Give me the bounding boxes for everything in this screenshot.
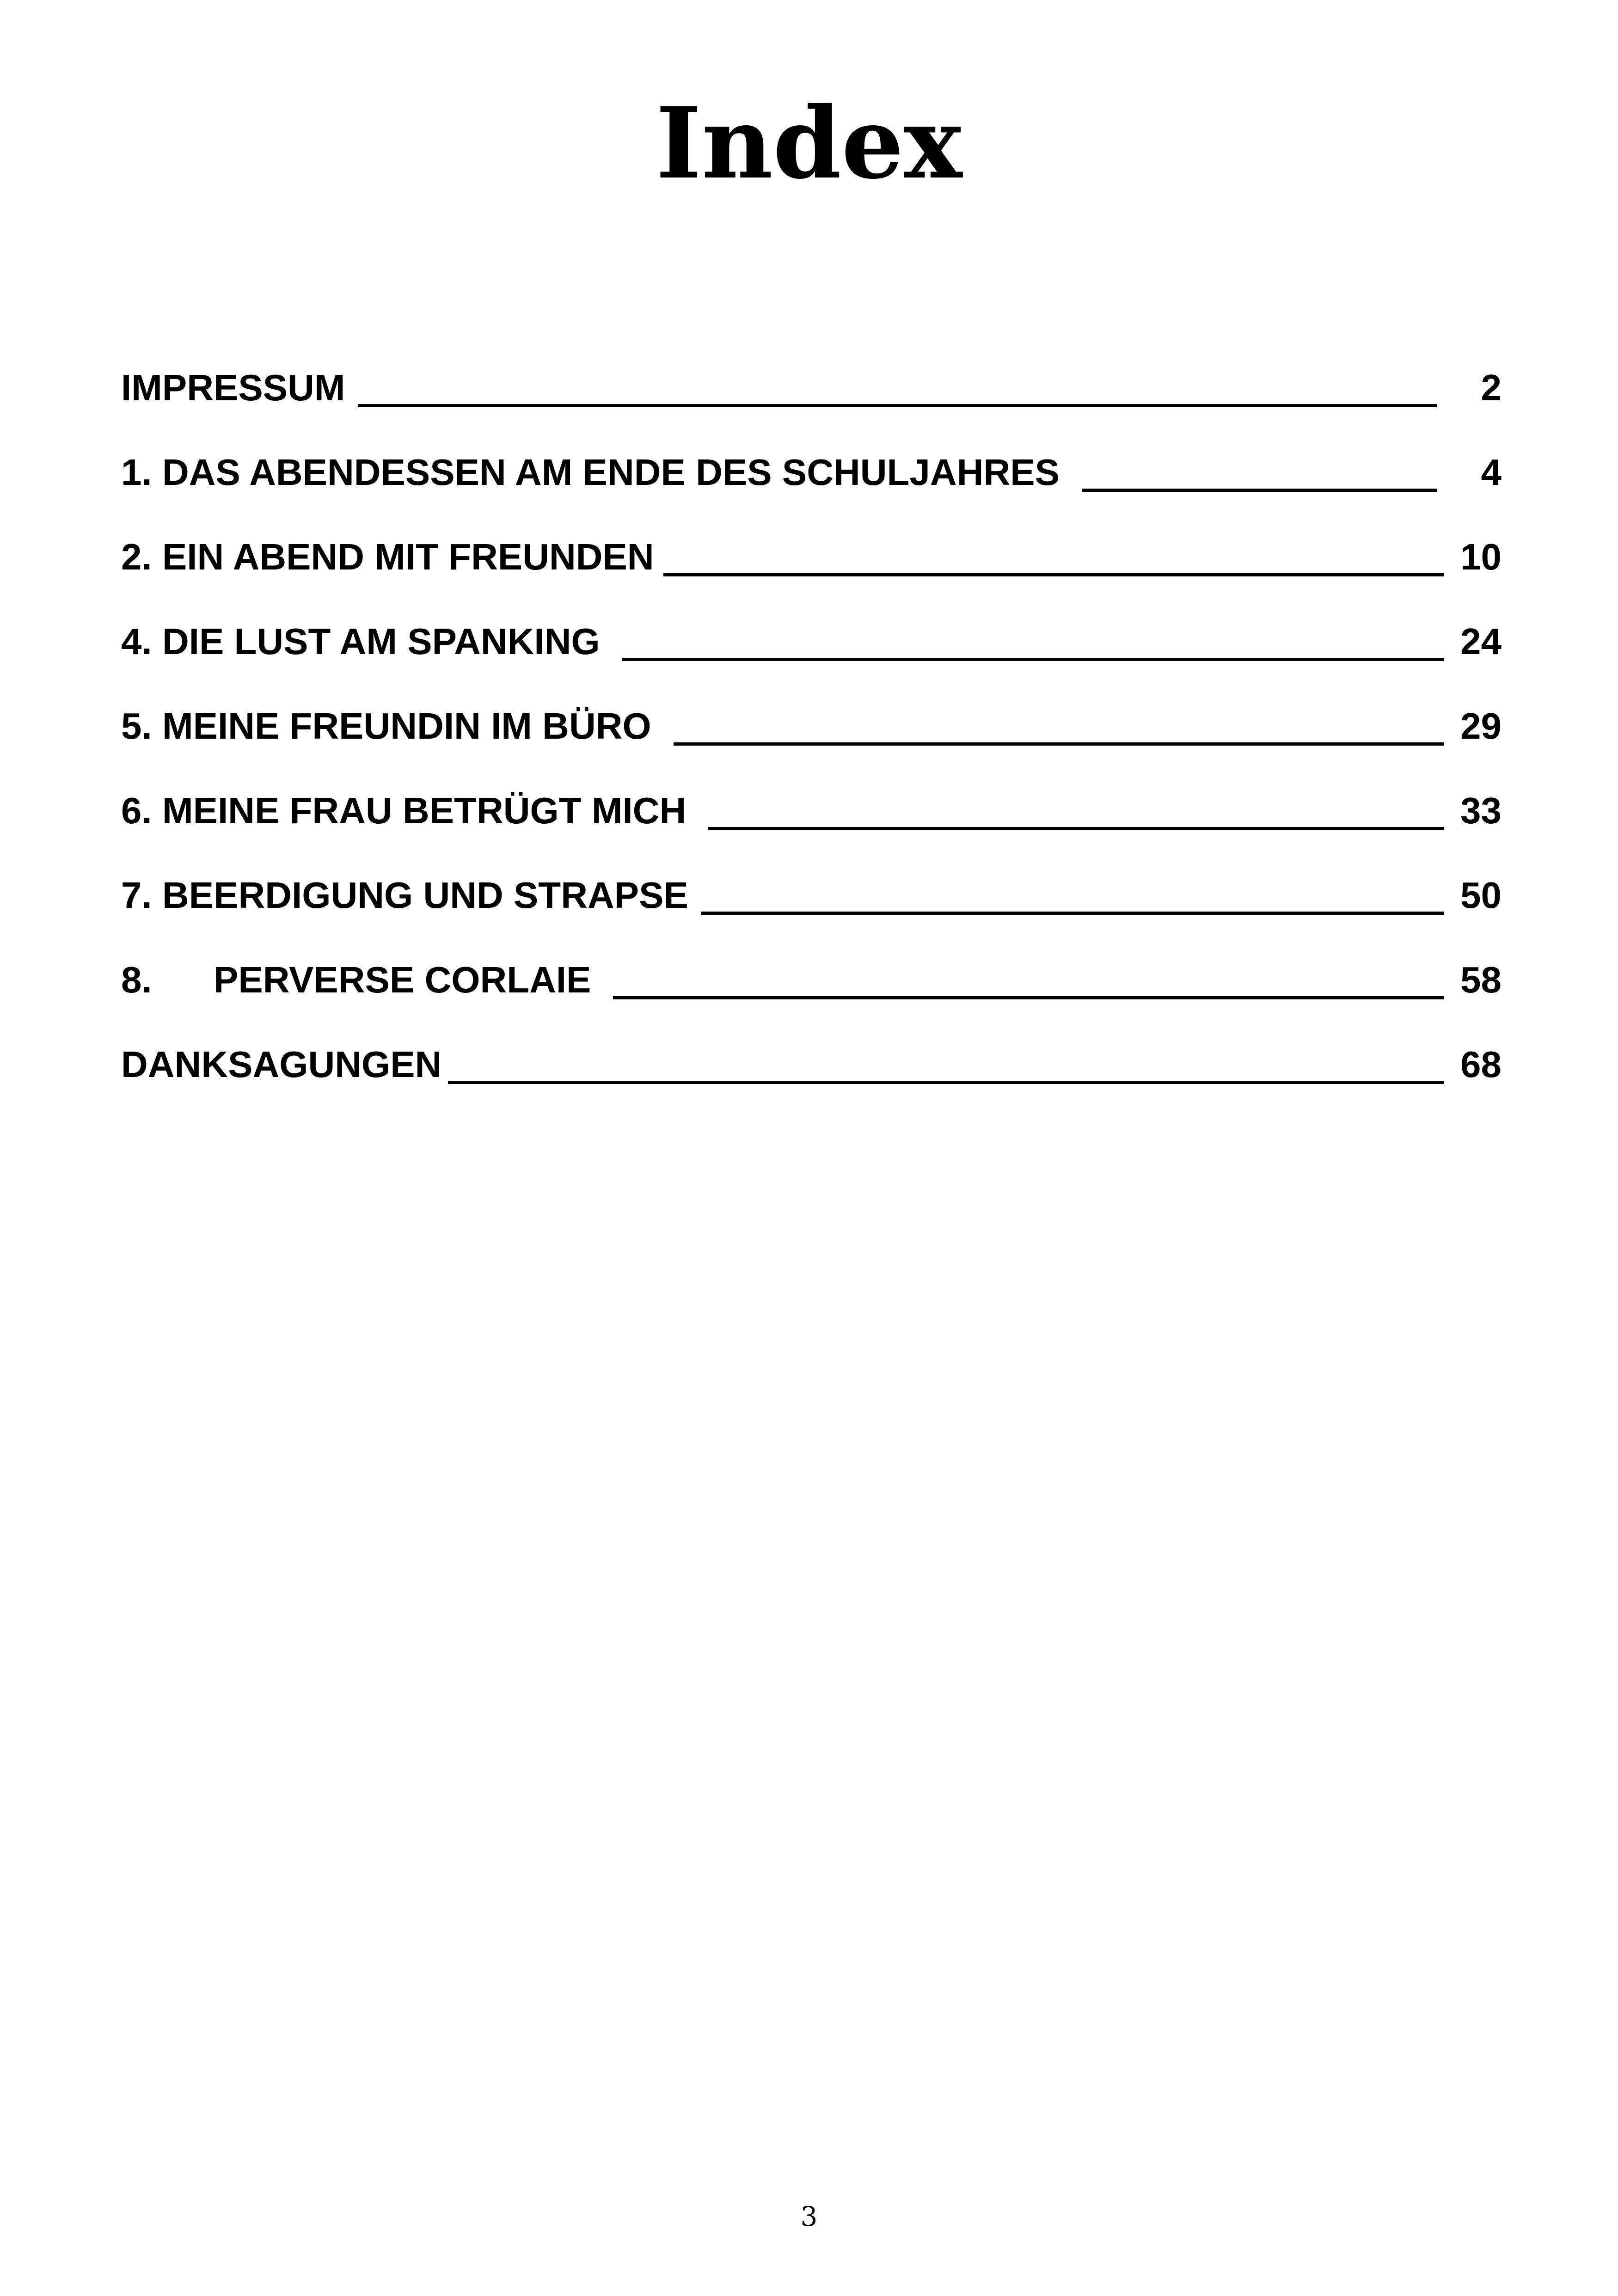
toc-leader-line (622, 658, 1444, 661)
toc-entry-label-group (121, 957, 591, 1010)
toc-entry-label: DANKSAGUNGEN (121, 1044, 442, 1085)
toc-leader-line (1082, 489, 1437, 492)
toc-entry-label: 1. DAS ABENDESSEN AM ENDE DES SCHULJAHRES (121, 452, 1060, 493)
toc-leader-line (613, 996, 1444, 999)
toc-entry-page: 4 (1481, 452, 1502, 493)
toc-entry-label: 2. EIN ABEND MIT FREUNDEN (121, 536, 654, 577)
toc-entry-chapter-5[interactable] (121, 671, 1502, 756)
toc-entry-chapter-2[interactable] (121, 502, 1502, 587)
toc-entry-page: 50 (1460, 875, 1502, 916)
toc-entry-label: 4. DIE LUST AM SPANKING (121, 621, 600, 662)
toc-entry-page: 2 (1481, 367, 1502, 408)
toc-entry-danksagungen[interactable] (121, 1010, 1502, 1094)
toc-leader-line (448, 1081, 1444, 1084)
toc-entry-chapter-4[interactable] (121, 587, 1502, 671)
toc-entry-chapter-6[interactable] (121, 756, 1502, 840)
table-of-contents (121, 333, 1502, 1094)
toc-leader-line (708, 827, 1444, 830)
toc-entry-page: 33 (1460, 790, 1502, 831)
toc-entry-page: 29 (1460, 705, 1502, 747)
toc-entry-chapter-7[interactable] (121, 840, 1502, 925)
toc-entry-page: 24 (1460, 621, 1502, 662)
toc-entry-impressum[interactable] (121, 333, 1502, 417)
toc-leader-line (701, 912, 1444, 915)
page-number: 3 (800, 2201, 818, 2232)
page-title: Index (656, 86, 962, 201)
toc-entry-label: 5. MEINE FREUNDIN IM BÜRO (121, 705, 651, 747)
toc-entry-label: 7. BEERDIGUNG UND STRAPSE (121, 875, 688, 916)
toc-leader-line (674, 742, 1444, 746)
toc-entry-label: IMPRESSUM (121, 367, 345, 408)
toc-entry-label: PERVERSE CORLAIE (214, 959, 591, 1000)
toc-entry-number: 8. (121, 959, 152, 1000)
toc-entry-page: 10 (1460, 536, 1502, 577)
toc-leader-line (358, 404, 1437, 407)
toc-entry-chapter-1[interactable] (121, 417, 1502, 502)
toc-entry-chapter-8[interactable] (121, 925, 1502, 1010)
toc-entry-page: 58 (1460, 959, 1502, 1000)
toc-entry-page: 68 (1460, 1044, 1502, 1085)
toc-entry-label: 6. MEINE FRAU BETRÜGT MICH (121, 790, 686, 831)
toc-leader-line (663, 573, 1444, 576)
